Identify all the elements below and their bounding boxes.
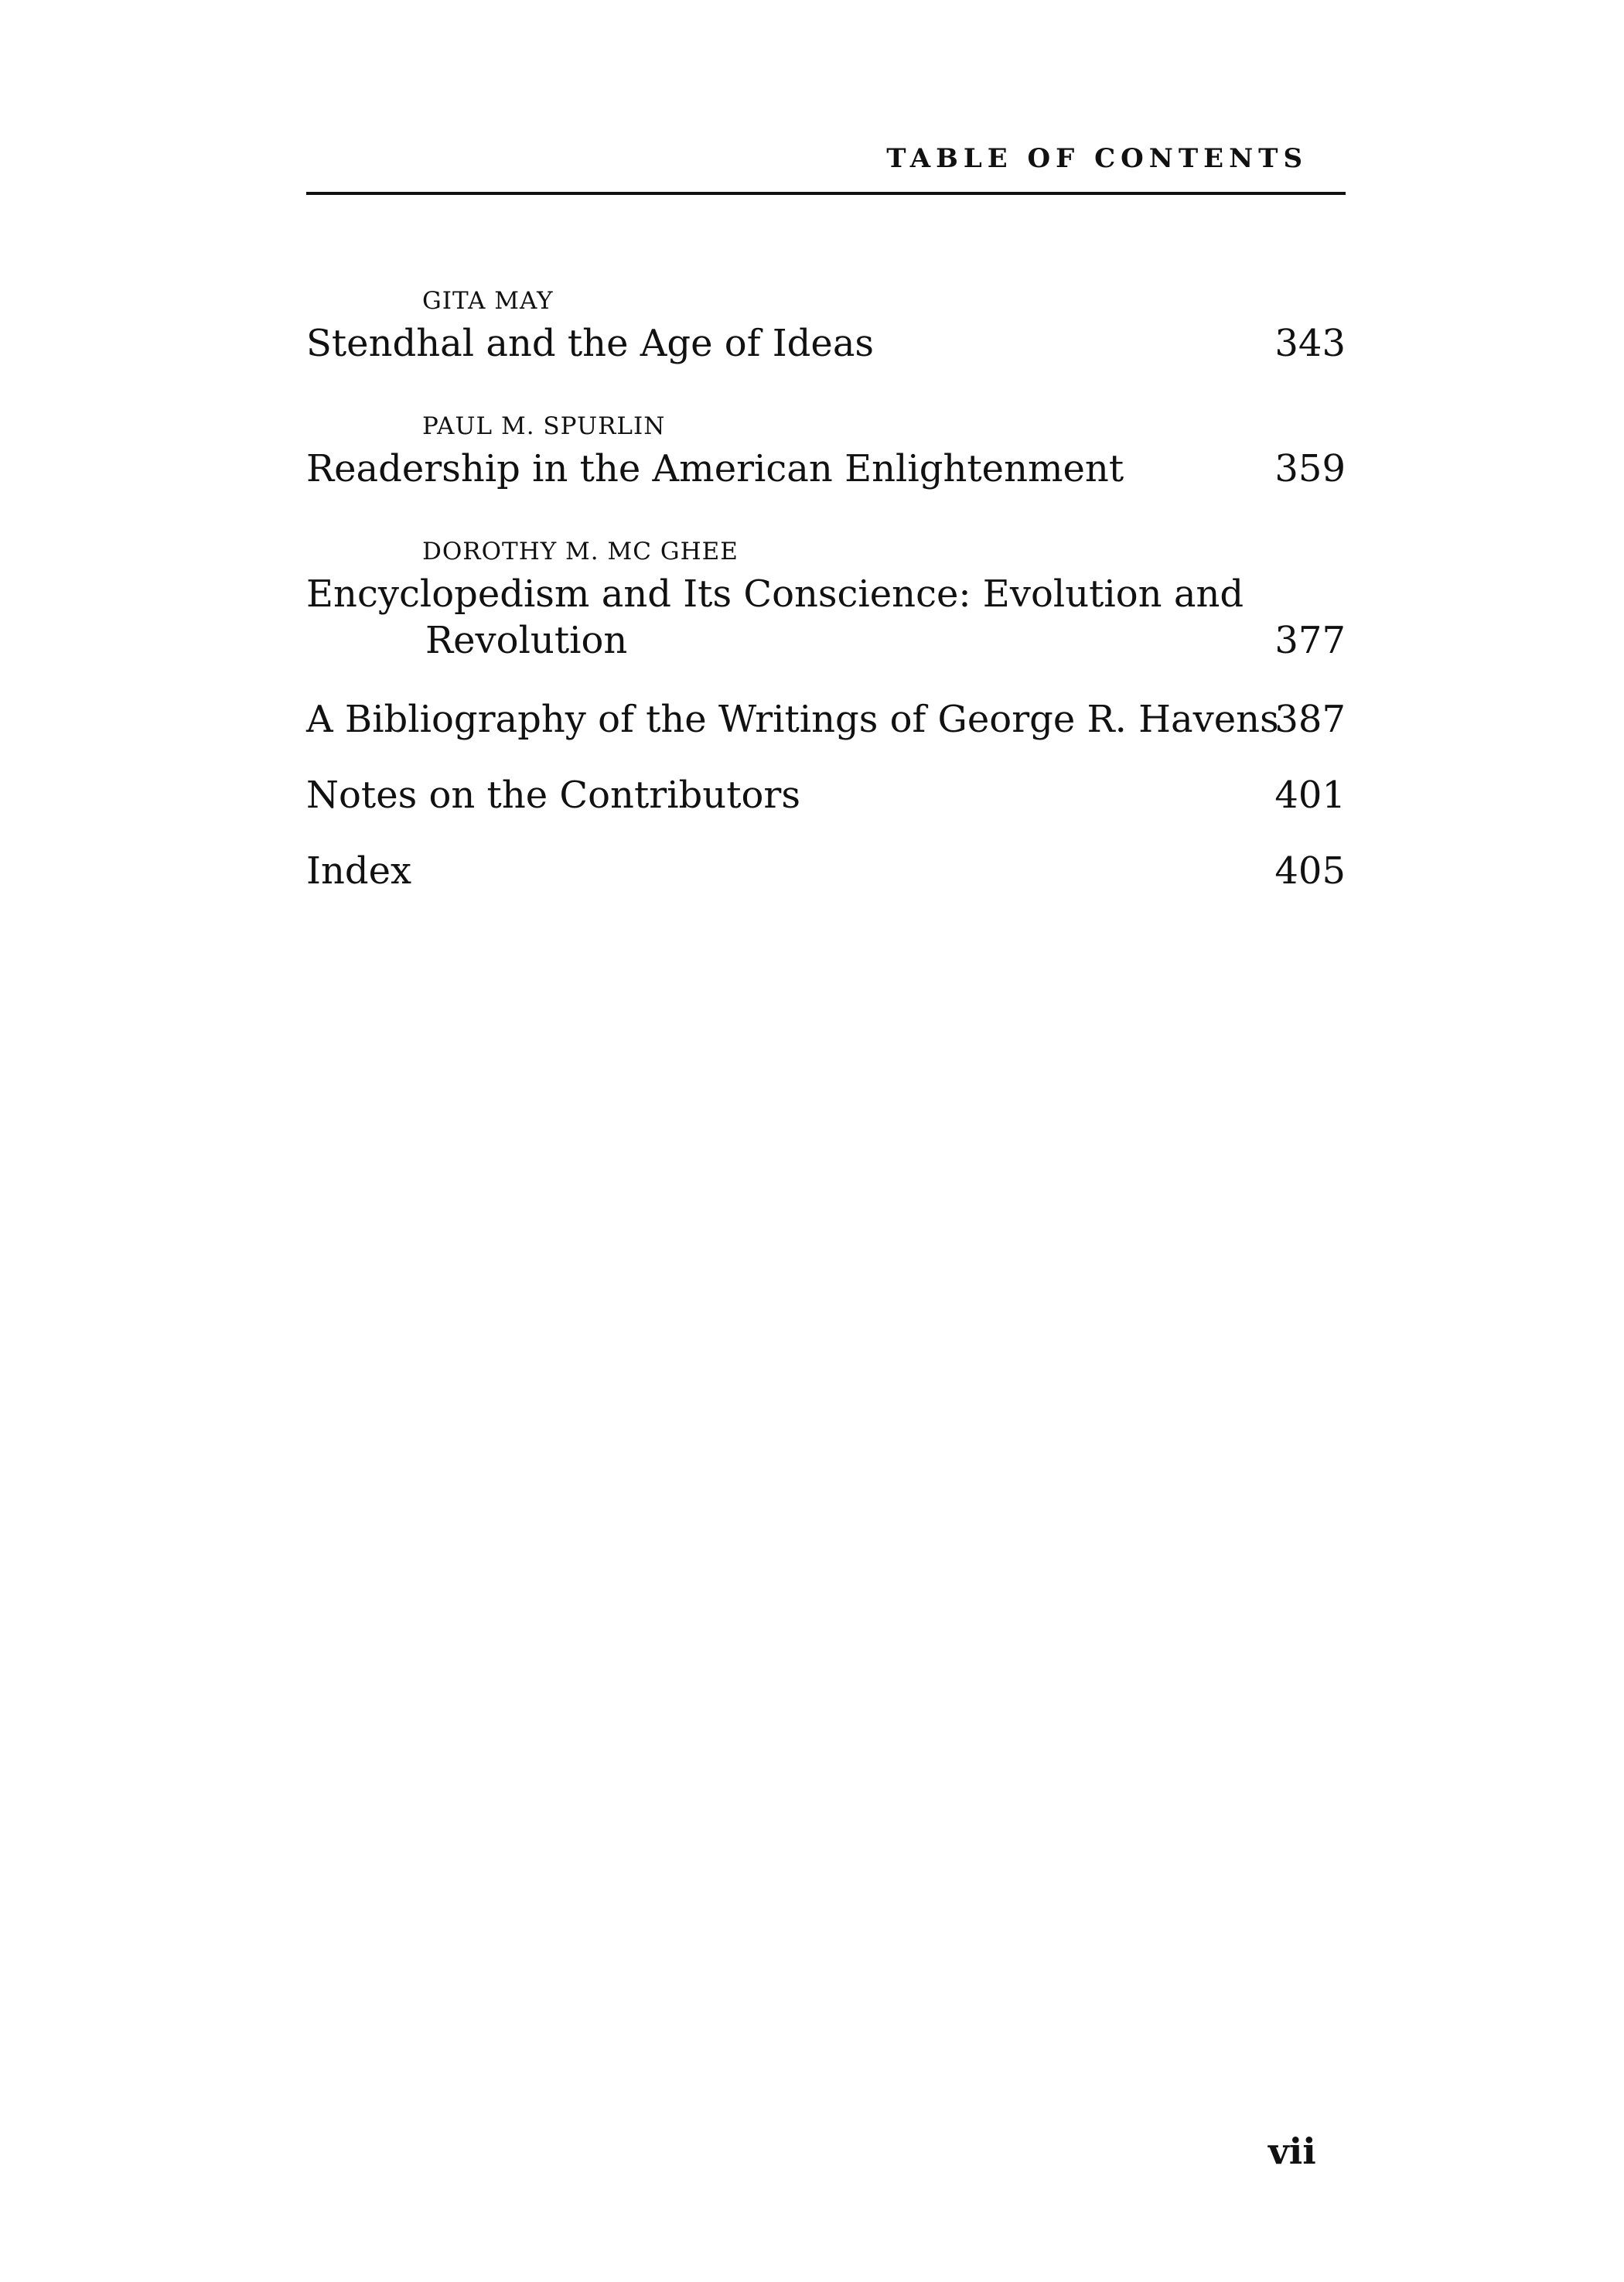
entry-title: Notes on the Contributors bbox=[306, 774, 800, 817]
page-folio: vii bbox=[1268, 2130, 1316, 2172]
entry-author: PAUL M. SPURLIN bbox=[422, 412, 666, 440]
entry-title: A Bibliography of the Writings of George R. Havens bbox=[306, 698, 1279, 741]
entry-author: DOROTHY M. MC GHEE bbox=[422, 538, 739, 565]
entry-title-continuation: Revolution bbox=[425, 619, 628, 662]
entry-author: GITA MAY bbox=[422, 287, 554, 315]
entry-title: Index bbox=[306, 849, 412, 893]
entry-page-number: 387 bbox=[1274, 698, 1346, 741]
toc-entry-stendhal bbox=[306, 285, 1346, 370]
entry-title: Encyclopedism and Its Conscience: Evolution and bbox=[306, 572, 1244, 616]
running-head: TABLE OF CONTENTS bbox=[886, 143, 1308, 174]
entry-title: Stendhal and the Age of Ideas bbox=[306, 322, 875, 365]
toc-entry-contributors bbox=[306, 772, 1346, 818]
entry-page-number: 377 bbox=[1274, 619, 1346, 662]
entry-page-number: 401 bbox=[1274, 774, 1346, 817]
entry-page-number: 359 bbox=[1274, 447, 1346, 490]
entry-page-number: 405 bbox=[1274, 849, 1346, 893]
toc-entry-encyclopedism bbox=[306, 535, 1346, 667]
toc-entry-readership bbox=[306, 410, 1346, 495]
entry-page-number: 343 bbox=[1274, 322, 1346, 365]
toc-entry-index bbox=[306, 848, 1346, 894]
entry-title: Readership in the American Enlightenment bbox=[306, 447, 1124, 490]
header-rule bbox=[306, 192, 1346, 195]
toc-entry-bibliography bbox=[306, 696, 1346, 743]
